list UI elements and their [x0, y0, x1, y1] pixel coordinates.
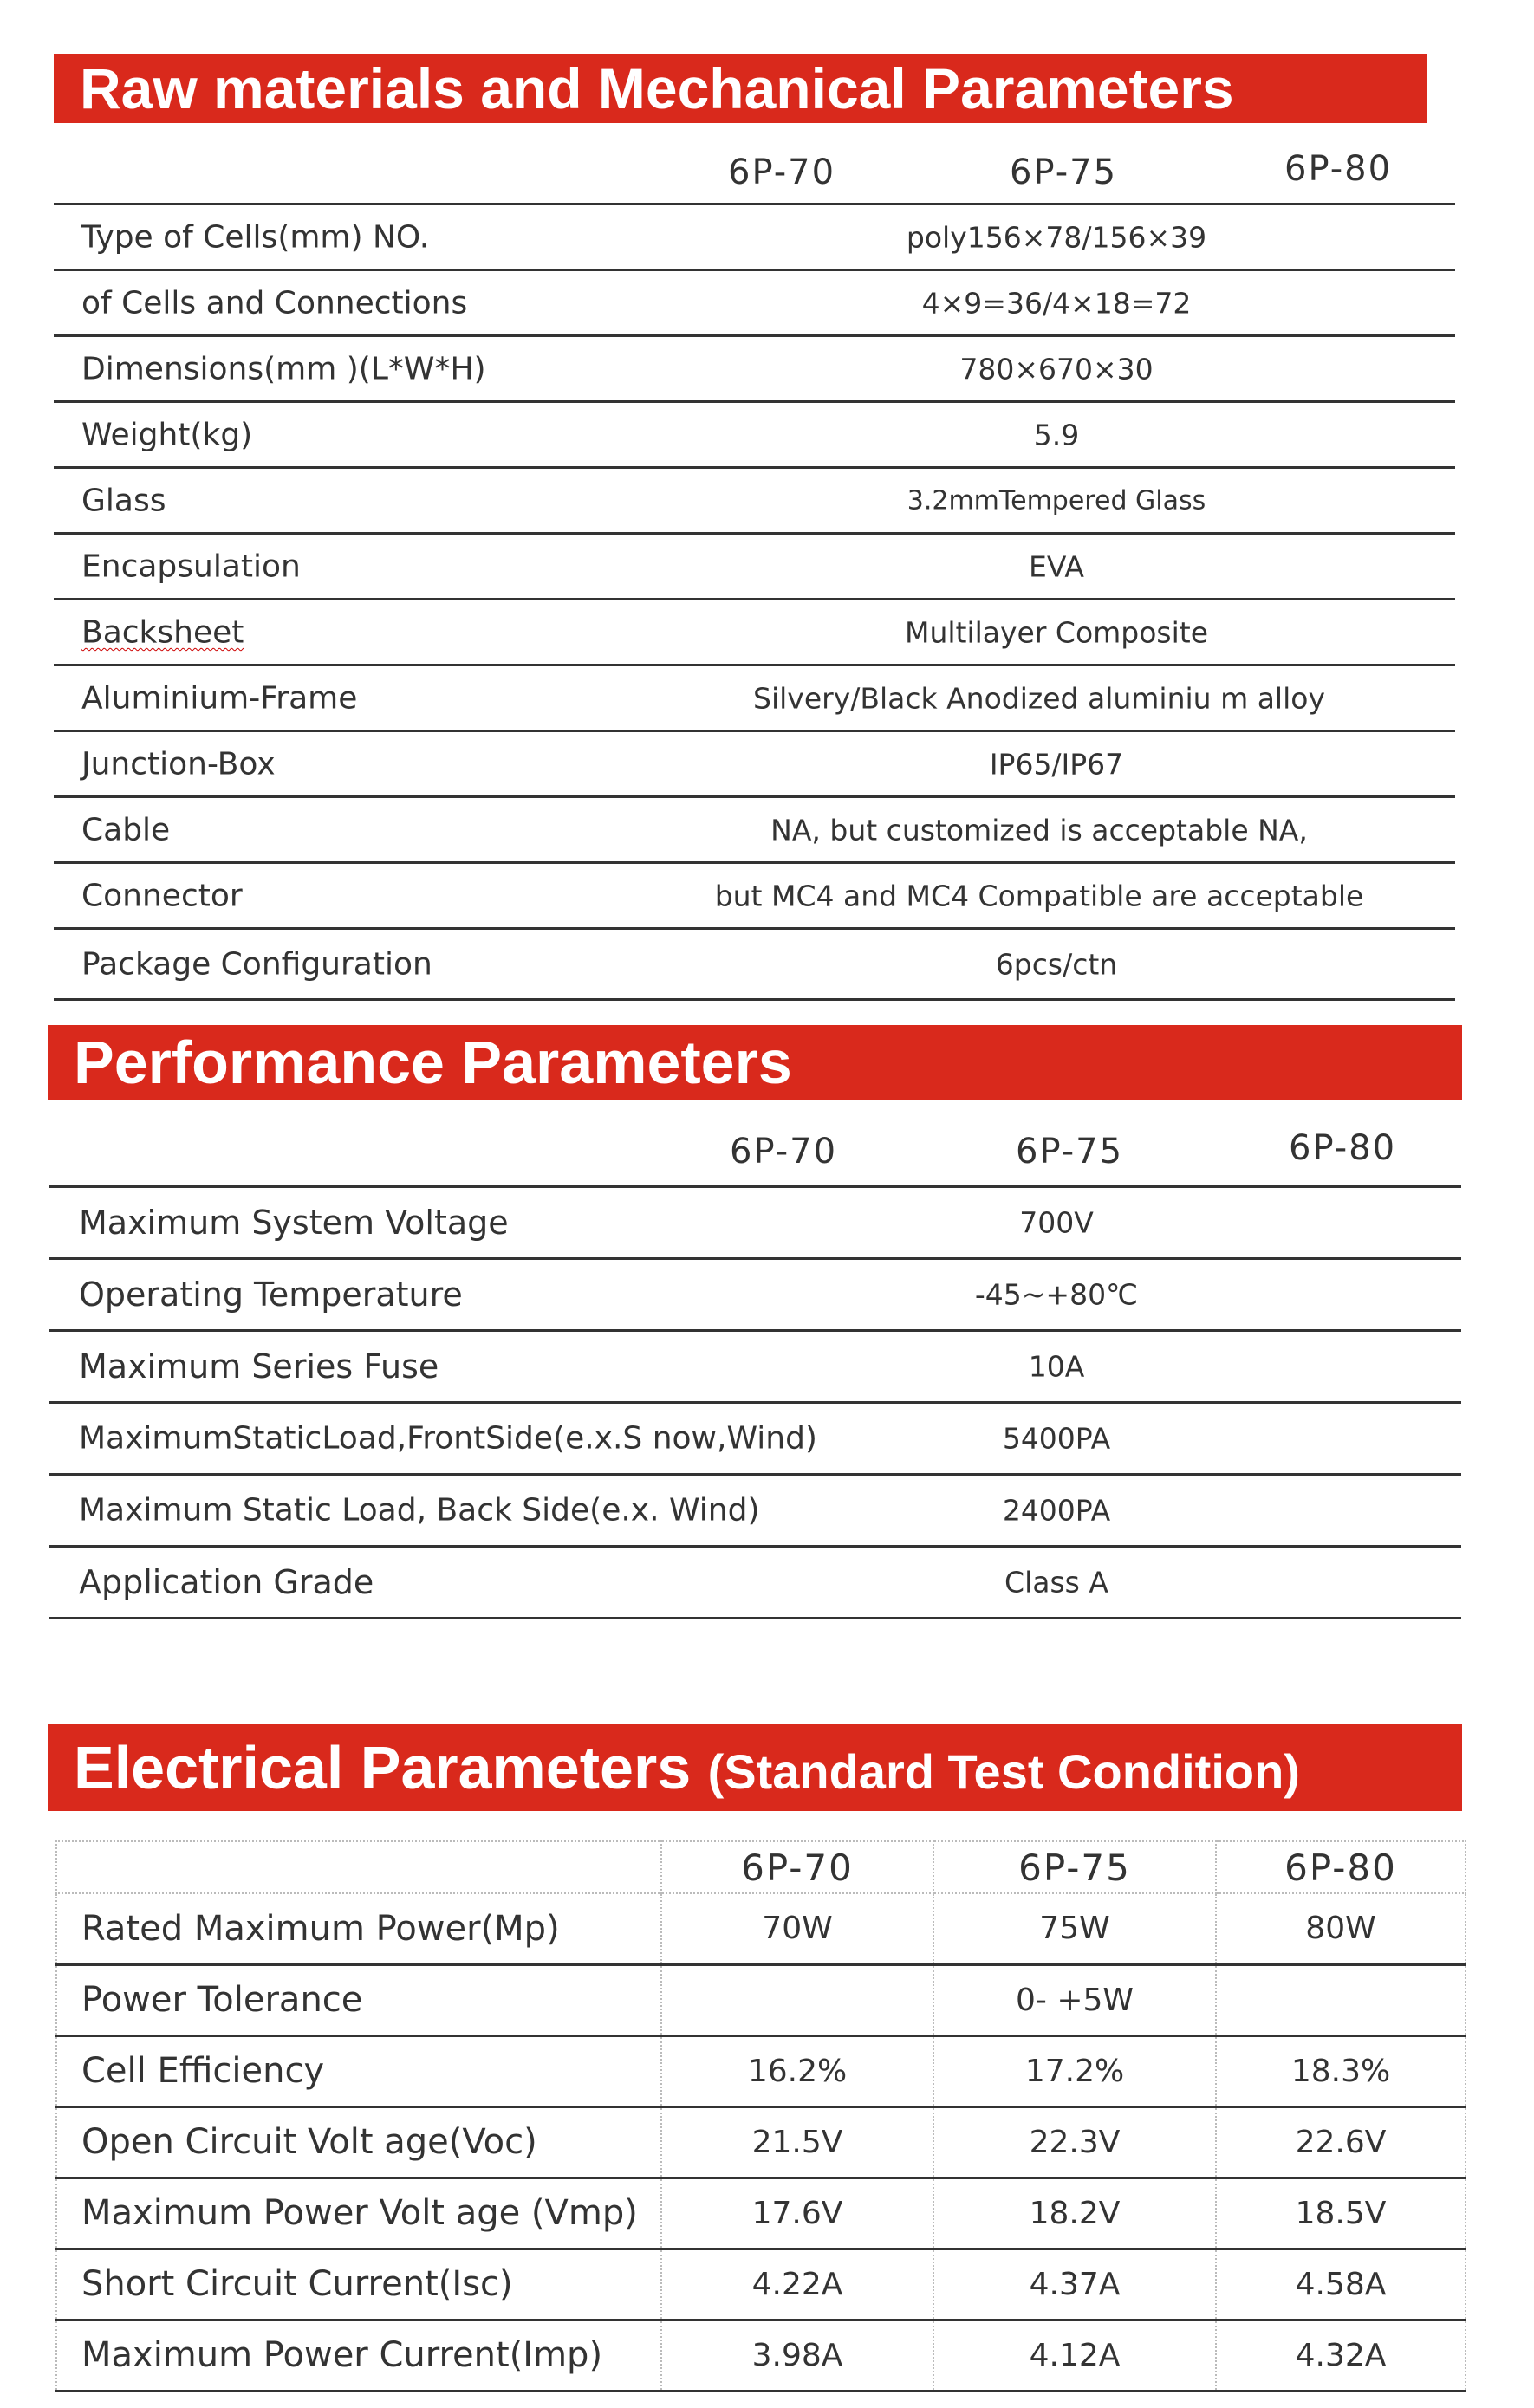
raw-table	[54, 205, 1455, 1001]
table-row	[49, 1332, 1461, 1404]
perf-col-6p70: 6P-70	[730, 1132, 838, 1172]
cell-6p70: 4.22A	[661, 2249, 933, 2320]
row-label: Operating Temperature	[79, 1275, 463, 1314]
table-row	[56, 2249, 1466, 2320]
perf-col-6p75: 6P-75	[1016, 1132, 1124, 1172]
cell-6p75: 22.3V	[933, 2106, 1216, 2178]
row-label: Open Circuit Volt age(Voc)	[56, 2106, 661, 2178]
perf-col-6p80: 6P-80	[1289, 1128, 1397, 1168]
row-value: Class A	[1004, 1565, 1108, 1600]
table-row	[49, 1404, 1461, 1476]
row-label: Junction-Box	[81, 746, 276, 782]
raw-col-6p70: 6P-70	[728, 153, 836, 192]
raw-col-6p75: 6P-75	[1010, 153, 1118, 192]
table-row	[54, 600, 1455, 666]
row-label: Package Configuration	[81, 946, 432, 982]
row-label: MaximumStaticLoad,FrontSide(e.x.S now,Wind)	[79, 1420, 817, 1457]
table-row	[54, 930, 1455, 1001]
row-value: 2400PA	[1002, 1493, 1111, 1528]
row-label: Aluminium-Frame	[81, 680, 358, 716]
cell-6p70	[661, 1964, 933, 2035]
table-row	[54, 798, 1455, 864]
row-value: 780×670×30	[959, 352, 1154, 386]
row-value: 5400PA	[1002, 1421, 1111, 1456]
table-row	[49, 1476, 1461, 1548]
row-value: but MC4 and MC4 Compatible are acceptable	[714, 879, 1364, 912]
row-label: Type of Cells(mm) NO.	[81, 219, 430, 255]
table-row	[56, 2320, 1466, 2391]
table-header-row	[56, 1841, 1466, 1893]
row-label: Dimensions(mm )(L*W*H)	[81, 351, 486, 386]
table-row	[49, 1260, 1461, 1332]
cell-6p80: 4.58A	[1216, 2249, 1466, 2320]
row-value: 5.9	[1033, 418, 1080, 451]
cell-6p80: 4.32A	[1216, 2320, 1466, 2391]
row-value: Multilayer Composite	[904, 615, 1209, 649]
table-row	[56, 2106, 1466, 2178]
cell-6p80: 80W	[1216, 1893, 1466, 1964]
cell-6p75: 75W	[933, 1893, 1216, 1964]
row-label: Backsheet	[81, 614, 244, 650]
row-label: Encapsulation	[81, 548, 301, 584]
row-label: Rated Maximum Power(Mp)	[56, 1893, 661, 1964]
cell-6p70: 16.2%	[661, 2035, 933, 2106]
table-row	[56, 1964, 1466, 2035]
row-label: Maximum Power Current(Imp)	[56, 2320, 661, 2391]
row-value: Silvery/Black Anodized aluminiu m alloy	[753, 681, 1325, 715]
performance-section-banner: Performance Parameters	[48, 1025, 1462, 1100]
cell-6p70: 3.98A	[661, 2320, 933, 2391]
elec-col-6p75: 6P-75	[933, 1841, 1216, 1893]
row-value: 3.2mmTempered Glass	[907, 485, 1206, 516]
row-label: Connector	[81, 878, 243, 913]
row-label: Weight(kg)	[81, 417, 253, 452]
table-row	[54, 337, 1455, 403]
electrical-section-banner	[48, 1724, 1462, 1811]
cell-6p80: 18.3%	[1216, 2035, 1466, 2106]
table-row	[54, 864, 1455, 930]
electrical-table	[55, 1840, 1466, 2392]
cell-6p70: 21.5V	[661, 2106, 933, 2178]
row-value: IP65/IP67	[989, 747, 1124, 781]
table-row	[49, 1188, 1461, 1260]
row-value: 10A	[1028, 1349, 1085, 1384]
table-row	[54, 205, 1455, 271]
row-label: of Cells and Connections	[81, 285, 468, 321]
row-value: EVA	[1029, 549, 1084, 583]
row-label: Maximum Static Load, Back Side(e.x. Wind)	[79, 1492, 760, 1529]
table-row	[54, 403, 1455, 469]
elec-col-6p70: 6P-70	[661, 1841, 933, 1893]
row-label: Cable	[81, 812, 171, 847]
row-value: -45~+80℃	[974, 1277, 1139, 1312]
cell-6p70: 17.6V	[661, 2178, 933, 2249]
table-row	[54, 666, 1455, 732]
row-value: poly156×78/156×39	[906, 220, 1207, 254]
row-value: 6pcs/ctn	[995, 947, 1118, 981]
table-row	[54, 469, 1455, 535]
cell-6p75: 0- +5W	[933, 1964, 1216, 2035]
table-row	[49, 1548, 1461, 1619]
table-row	[54, 271, 1455, 337]
row-label: Maximum Power Volt age (Vmp)	[56, 2178, 661, 2249]
raw-col-6p80: 6P-80	[1284, 149, 1393, 189]
cell-6p80	[1216, 1964, 1466, 2035]
electrical-title: Electrical Parameters	[74, 1734, 692, 1801]
row-label: Cell Efficiency	[56, 2035, 661, 2106]
row-label: Power Tolerance	[56, 1964, 661, 2035]
row-label: Maximum Series Fuse	[79, 1347, 439, 1386]
cell-6p80: 18.5V	[1216, 2178, 1466, 2249]
cell-6p75: 4.37A	[933, 2249, 1216, 2320]
electrical-subtitle: (Standard Test Condition)	[707, 1744, 1300, 1799]
table-row	[54, 732, 1455, 798]
row-value: 4×9=36/4×18=72	[921, 286, 1192, 320]
cell-6p80: 22.6V	[1216, 2106, 1466, 2178]
cell-6p75: 4.12A	[933, 2320, 1216, 2391]
cell-6p75: 17.2%	[933, 2035, 1216, 2106]
table-row	[56, 2178, 1466, 2249]
table-row	[54, 535, 1455, 600]
row-value: 700V	[1019, 1205, 1094, 1240]
raw-section-banner: Raw materials and Mechanical Parameters	[54, 54, 1427, 123]
header-empty-cell	[56, 1841, 661, 1893]
row-label: Application Grade	[79, 1563, 374, 1601]
row-value: NA, but customized is acceptable NA,	[770, 813, 1308, 847]
table-row	[56, 2035, 1466, 2106]
row-label: Maximum System Voltage	[79, 1204, 509, 1242]
cell-6p70: 70W	[661, 1893, 933, 1964]
table-row	[56, 1893, 1466, 1964]
row-label: Glass	[81, 483, 166, 518]
cell-6p75: 18.2V	[933, 2178, 1216, 2249]
row-label: Short Circuit Current(Isc)	[56, 2249, 661, 2320]
elec-col-6p80: 6P-80	[1216, 1841, 1466, 1893]
performance-table	[49, 1188, 1461, 1619]
